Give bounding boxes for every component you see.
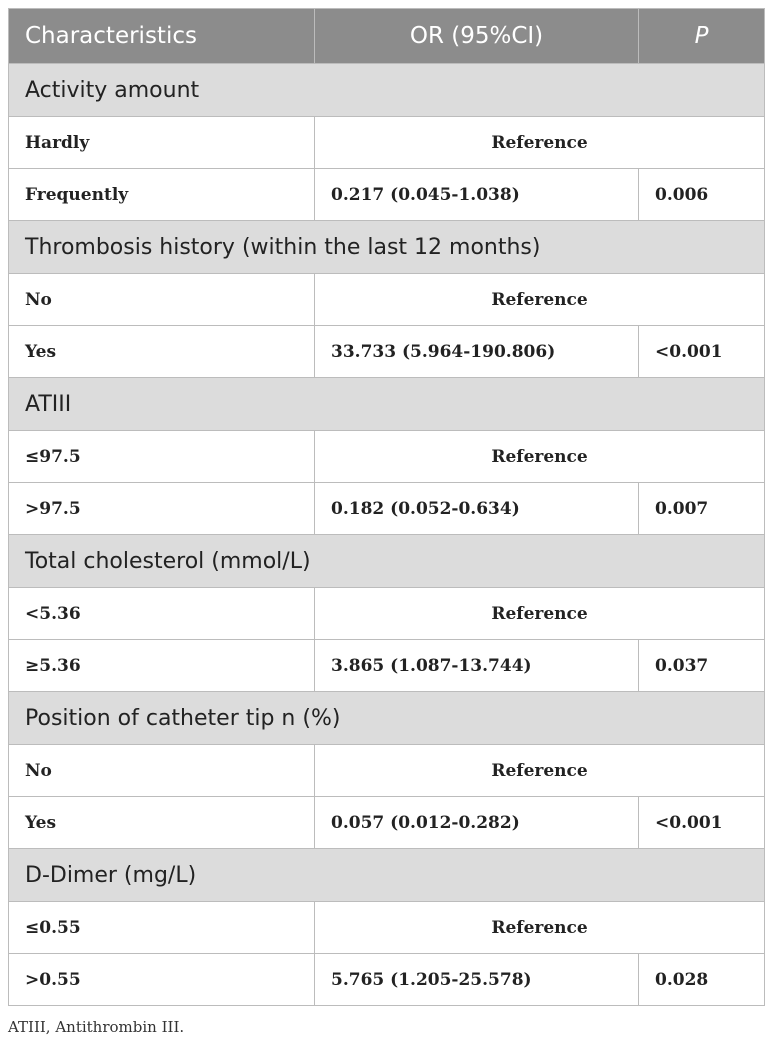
group-row: [9, 849, 765, 902]
table-header: [9, 9, 765, 64]
table-row: [9, 902, 765, 954]
table-footnote: ATIII, Antithrombin III.: [8, 1018, 185, 1036]
group-title: ATIII: [9, 378, 765, 431]
table-row: [9, 431, 765, 483]
group-title: Total cholesterol (mmol/L): [9, 535, 765, 588]
or-cell: 0.057 (0.012-0.282): [315, 797, 639, 849]
or-cell: 5.765 (1.205-25.578): [315, 954, 639, 1006]
group-title: Activity amount: [9, 64, 765, 117]
table-row: [9, 797, 765, 849]
row-label: Hardly: [9, 117, 315, 169]
row-label: ≤0.55: [9, 902, 315, 954]
table-row: [9, 640, 765, 692]
header-characteristics: Characteristics: [9, 9, 315, 64]
or-cell: 0.182 (0.052-0.634): [315, 483, 639, 535]
table-row: [9, 588, 765, 640]
group-row: [9, 64, 765, 117]
header-or: OR (95%CI): [315, 9, 639, 64]
row-label: ≥5.36: [9, 640, 315, 692]
reference-cell: Reference: [315, 745, 765, 797]
row-label: >0.55: [9, 954, 315, 1006]
p-value-cell: 0.028: [639, 954, 765, 1006]
or-cell: 0.217 (0.045-1.038): [315, 169, 639, 221]
p-value-cell: 0.006: [639, 169, 765, 221]
reference-cell: Reference: [315, 902, 765, 954]
group-row: [9, 535, 765, 588]
row-label: No: [9, 274, 315, 326]
row-label: Yes: [9, 326, 315, 378]
header-p: P: [639, 9, 765, 64]
row-label: >97.5: [9, 483, 315, 535]
group-title: Position of catheter tip n (%): [9, 692, 765, 745]
row-label: No: [9, 745, 315, 797]
row-label: Yes: [9, 797, 315, 849]
group-row: [9, 378, 765, 431]
table-row: [9, 954, 765, 1006]
p-value-cell: <0.001: [639, 326, 765, 378]
table-row: [9, 483, 765, 535]
reference-cell: Reference: [315, 431, 765, 483]
p-value-cell: 0.037: [639, 640, 765, 692]
p-value-cell: <0.001: [639, 797, 765, 849]
p-value-cell: 0.007: [639, 483, 765, 535]
reference-cell: Reference: [315, 117, 765, 169]
table-row: [9, 117, 765, 169]
table-body: [9, 64, 765, 1006]
row-label: <5.36: [9, 588, 315, 640]
group-row: [9, 692, 765, 745]
table-row: [9, 745, 765, 797]
or-cell: 3.865 (1.087-13.744): [315, 640, 639, 692]
header-row: [9, 9, 765, 64]
table-row: [9, 169, 765, 221]
reference-cell: Reference: [315, 588, 765, 640]
group-title: D-Dimer (mg/L): [9, 849, 765, 902]
row-label: Frequently: [9, 169, 315, 221]
or-cell: 33.733 (5.964-190.806): [315, 326, 639, 378]
table-row: [9, 326, 765, 378]
group-row: [9, 221, 765, 274]
row-label: ≤97.5: [9, 431, 315, 483]
group-title: Thrombosis history (within the last 12 months): [9, 221, 765, 274]
odds-ratio-table: [8, 8, 765, 1006]
table-row: [9, 274, 765, 326]
reference-cell: Reference: [315, 274, 765, 326]
